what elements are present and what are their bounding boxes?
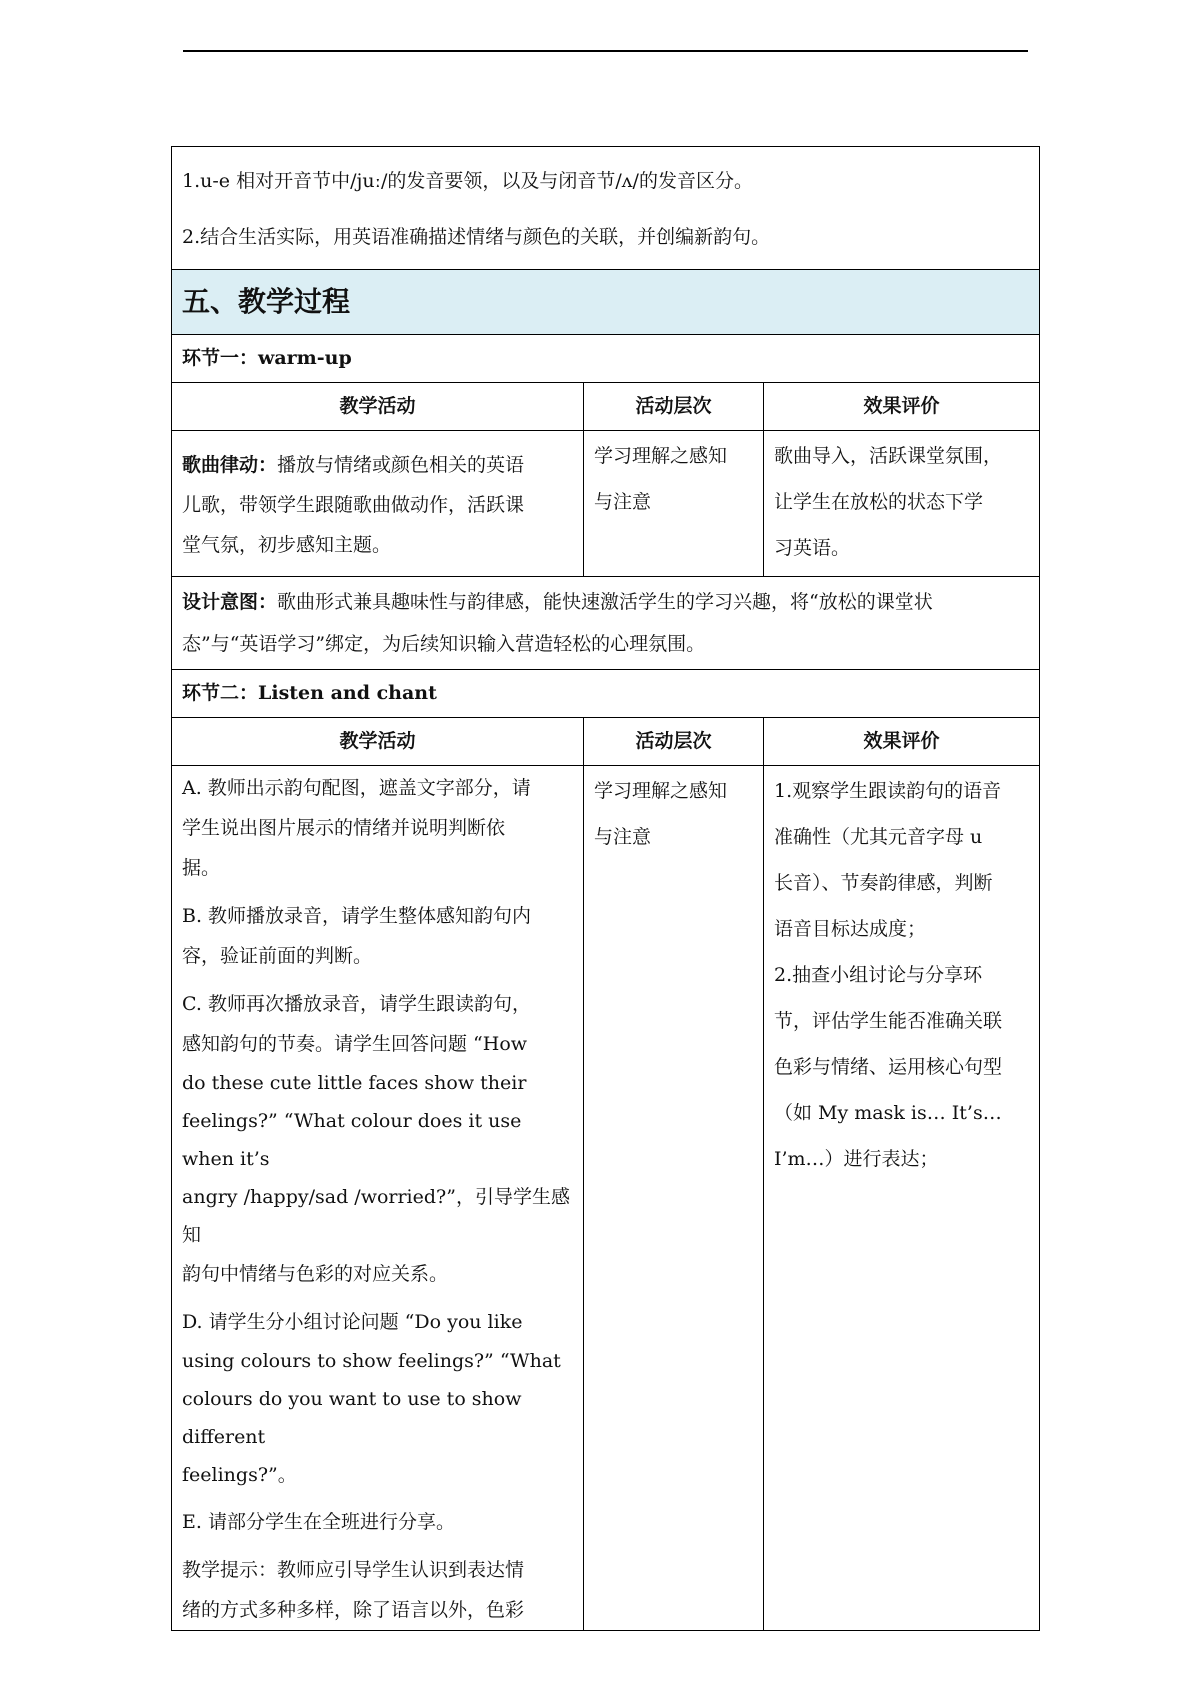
activity-lead-label: 歌曲律动： (182, 454, 278, 476)
level-text: 与注意 (594, 491, 652, 513)
evaluation-text: 长音）、节奏韵律感，判断 (774, 872, 993, 894)
evaluation-text: I’m…）进行表达； (774, 1148, 939, 1170)
activity-text: angry /happy/sad /worried?”，引导学生感知 (182, 1186, 570, 1246)
activity-text: D. 请学生分小组讨论问题 “Do you like (182, 1311, 523, 1333)
section-title-row (172, 270, 1040, 335)
evaluation-text: 2.抽查小组讨论与分享环 (774, 964, 983, 986)
column-header-level: 活动层次 (584, 718, 764, 766)
stage1-content-row (172, 431, 1040, 577)
column-header-activity: 教学活动 (172, 718, 584, 766)
activity-text: 韵句中情绪与色彩的对应关系。 (182, 1263, 449, 1285)
activity-text: 容，验证前面的判断。 (182, 945, 373, 967)
evaluation-text: 语音目标达成度； (774, 918, 927, 940)
section-title: 五、教学过程 (172, 270, 1040, 335)
activity-text: C. 教师再次播放录音，请学生跟读韵句， (182, 993, 531, 1015)
teaching-tip-text: 绪的方式多种多样，除了语言以外，色彩 (182, 1599, 525, 1621)
column-header-evaluation: 效果评价 (764, 383, 1040, 431)
level-text: 学习理解之感知 (594, 445, 728, 467)
stage2-evaluation-cell (764, 766, 1040, 1631)
design-intent-text: 歌曲形式兼具趣味性与韵律感，能快速激活学生的学习兴趣，将“放松的课堂状 (277, 591, 933, 613)
stage2-activity-cell (172, 766, 584, 1631)
stage1-level-cell (584, 431, 764, 577)
level-text: 与注意 (594, 826, 652, 848)
evaluation-text: 色彩与情绪、运用核心句型 (774, 1056, 1003, 1078)
lesson-plan-table (171, 146, 1040, 1631)
activity-text: 据。 (182, 857, 221, 879)
evaluation-text: 让学生在放松的状态下学 (774, 491, 984, 513)
level-text: 学习理解之感知 (594, 780, 728, 802)
teaching-tip-text: 教学提示：教师应引导学生认识到表达情 (182, 1559, 525, 1581)
activity-text: feelings?”。 (182, 1464, 297, 1486)
activity-text: 感知韵句的节奏。请学生回答问题 “How (182, 1033, 528, 1055)
stage2-title-row (172, 670, 1040, 718)
activity-text: 儿歌，带领学生跟随歌曲做动作，活跃课 (182, 494, 525, 516)
activity-text: 学生说出图片展示的情绪并说明判断依 (182, 817, 506, 839)
stage2-header-row (172, 718, 1040, 766)
stage1-evaluation-cell (764, 431, 1040, 577)
stage1-header-row (172, 383, 1040, 431)
design-intent-cell (172, 577, 1040, 670)
evaluation-text: 1.观察学生跟读韵句的语音 (774, 780, 1002, 802)
stage1-title: 环节一：warm-up (172, 335, 1040, 383)
objectives-row (172, 147, 1040, 270)
activity-text: A. 教师出示韵句配图，遮盖文字部分，请 (182, 777, 531, 799)
activity-text: colours do you want to use to show different (182, 1388, 522, 1448)
objective-item: 1.u-e 相对开音节中/juː/的发音要领，以及与闭音节/ʌ/的发音区分。 (182, 170, 753, 192)
evaluation-text: 节，评估学生能否准确关联 (774, 1010, 1003, 1032)
activity-text: do these cute little faces show their (182, 1072, 527, 1094)
design-intent-label: 设计意图： (182, 591, 278, 613)
activity-text: using colours to show feelings?” “What (182, 1350, 561, 1372)
stage2-title: 环节二：Listen and chant (172, 670, 1040, 718)
objective-item: 2.结合生活实际，用英语准确描述情绪与颜色的关联，并创编新韵句。 (182, 226, 771, 248)
activity-text: E. 请部分学生在全班进行分享。 (182, 1511, 455, 1533)
activity-text: feelings?” “What colour does it use when it’s (182, 1110, 522, 1170)
column-header-evaluation: 效果评价 (764, 718, 1040, 766)
evaluation-text: （如 My mask is… It’s… (774, 1102, 1002, 1124)
stage1-design-row (172, 577, 1040, 670)
evaluation-text: 准确性（尤其元音字母 u (774, 826, 983, 848)
design-intent-text: 态”与“英语学习”绑定，为后续知识输入营造轻松的心理氛围。 (182, 633, 706, 655)
activity-text: B. 教师播放录音，请学生整体感知韵句内 (182, 905, 532, 927)
activity-text: 播放与情绪或颜色相关的英语 (277, 454, 525, 476)
stage2-content-row (172, 766, 1040, 1631)
column-header-level: 活动层次 (584, 383, 764, 431)
objectives-cell (172, 147, 1040, 270)
activity-text: 堂气氛，初步感知主题。 (182, 534, 392, 556)
header-rule (183, 50, 1028, 52)
evaluation-text: 歌曲导入，活跃课堂氛围， (774, 445, 1003, 467)
stage2-level-cell (584, 766, 764, 1631)
stage1-activity-cell (172, 431, 584, 577)
stage1-title-row (172, 335, 1040, 383)
evaluation-text: 习英语。 (774, 537, 851, 559)
column-header-activity: 教学活动 (172, 383, 584, 431)
